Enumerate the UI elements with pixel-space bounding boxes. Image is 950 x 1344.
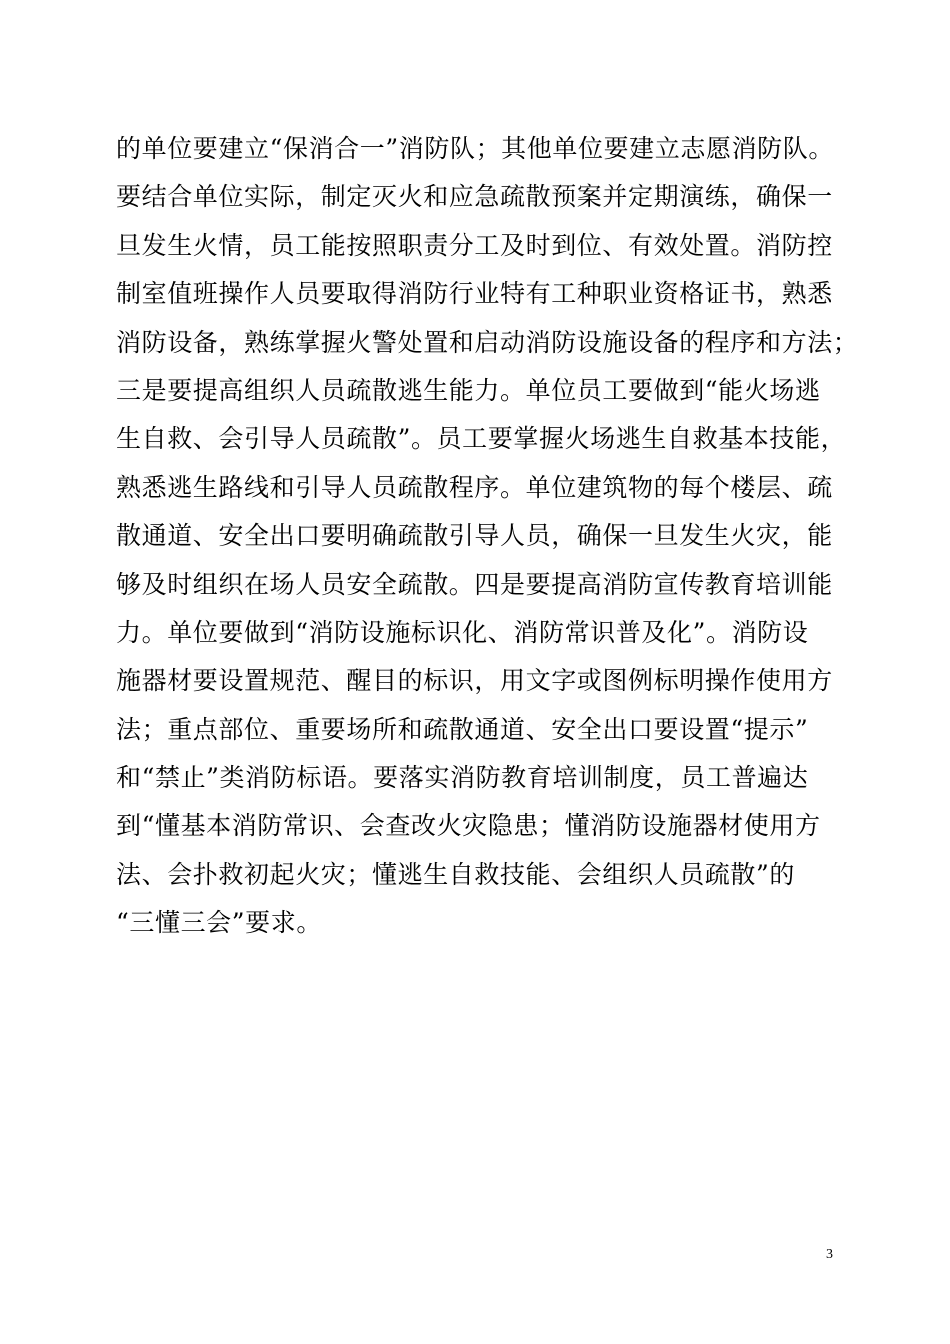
text-line: 三是要提高组织人员疏散逃生能力。单位员工要做到“能火场逃 <box>116 375 821 405</box>
text-line: 施器材要设置规范、醒目的标识，用文字或图例标明操作使用方 <box>116 666 833 696</box>
text-line: 够及时组织在场人员安全疏散。四是要提高消防宣传教育培训能 <box>116 569 833 599</box>
text-line: 和“禁止”类消防标语。要落实消防教育培训制度，员工普遍达 <box>116 763 809 793</box>
text-line: 散通道、安全出口要明确疏散引导人员，确保一旦发生火灾，能 <box>116 521 833 551</box>
text-line: 法；重点部位、重要场所和疏散通道、安全出口要设置“提示” <box>116 714 809 744</box>
body-paragraph <box>116 125 859 948</box>
text-line: 旦发生火情，员工能按照职责分工及时到位、有效处置。消防控 <box>116 230 833 260</box>
text-line: 熟悉逃生路线和引导人员疏散程序。单位建筑物的每个楼层、疏 <box>116 472 833 502</box>
text-line: 的单位要建立“保消合一”消防队；其他单位要建立志愿消防队。 <box>116 134 834 163</box>
text-line: 到“懂基本消防常识、会查改火灾隐患；懂消防设施器材使用方 <box>116 811 821 841</box>
text-line: 力。单位要做到“消防设施标识化、消防常识普及化”。消防设 <box>116 617 809 647</box>
text-line: 法、会扑救初起火灾；懂逃生自救技能、会组织人员疏散”的 <box>116 859 795 889</box>
text-line: 要结合单位实际，制定灭火和应急疏散预案并定期演练，确保一 <box>116 182 833 212</box>
text-line: 制室值班操作人员要取得消防行业特有工种职业资格证书，熟悉 <box>116 279 833 309</box>
page-number: 3 <box>826 1247 833 1262</box>
text-line: 生自救、会引导人员疏散”。员工要掌握火场逃生自救基本技能， <box>116 424 847 454</box>
text-line: 消防设备，熟练掌握火警处置和启动消防设施设备的程序和方法； <box>116 327 859 357</box>
text-line: “三懂三会”要求。 <box>116 908 322 938</box>
